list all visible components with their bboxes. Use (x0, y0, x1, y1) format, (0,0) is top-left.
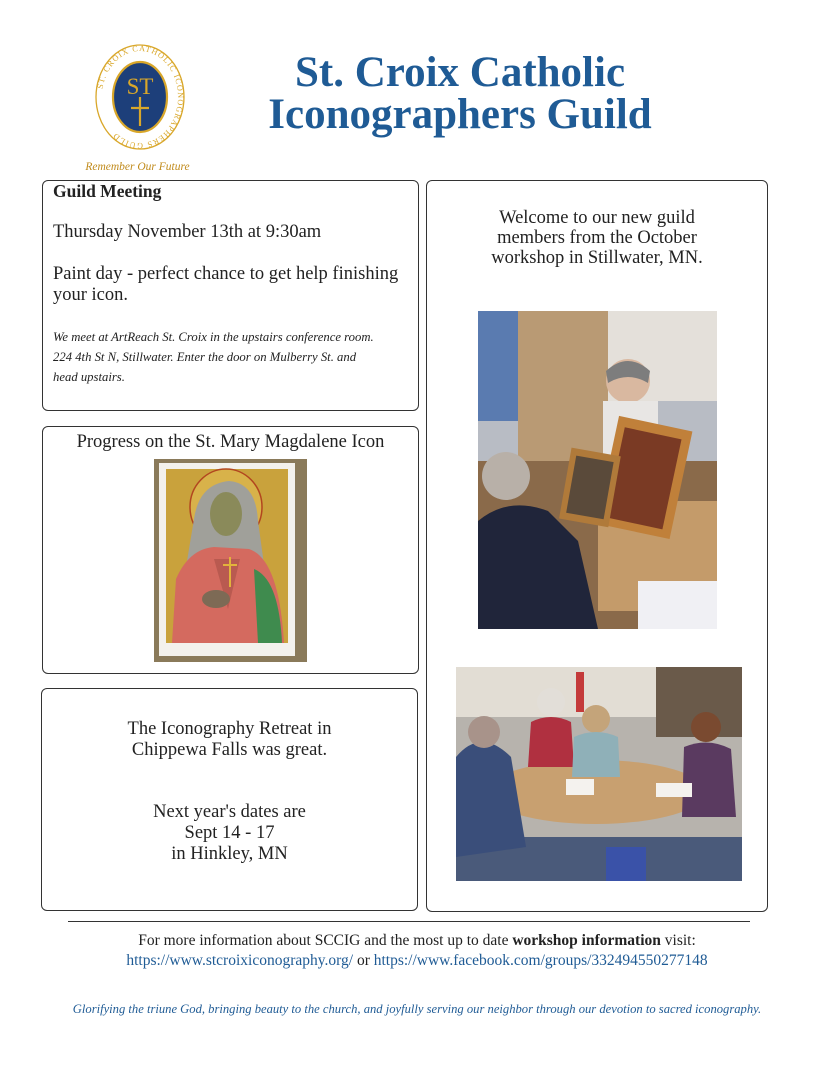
meeting-heading: Guild Meeting (53, 181, 162, 201)
mary-magdalene-icon-photo (154, 459, 307, 662)
retreat-line-3: Next year's dates are (153, 802, 306, 822)
seal-ring-text: ST. CROIX CATHOLIC ICONOGRAPHERS GUILD (95, 43, 186, 151)
location-line-1: We meet at ArtReach St. Croix in the upstairs conference room. (53, 330, 374, 344)
title-line-2: Iconographers Guild (268, 91, 652, 138)
progress-heading: Progress on the St. Mary Magdalene Icon (76, 432, 385, 452)
footer-info-suffix: visit: (660, 932, 696, 949)
location-line-2: 224 4th St N, Stillwater. Enter the door on Mulberry St. and (53, 350, 357, 364)
footer-links (0, 952, 834, 970)
title-line-1: St. Croix Catholic (294, 49, 626, 96)
footer-info-prefix: For more information about SCCIG and the most up to date (138, 932, 513, 949)
footer-divider (68, 921, 750, 922)
location-line-3: head upstairs. (53, 370, 125, 384)
retreat-summary (41, 719, 418, 761)
welcome-line-2: members from the October (497, 228, 697, 248)
welcome-line-3: workshop in Stillwater, MN. (491, 248, 703, 268)
welcome-message (426, 208, 768, 268)
meeting-date: Thursday November 13th at 9:30am (53, 222, 322, 242)
footer-info-bold: workshop information (512, 932, 661, 949)
footer-info (0, 932, 834, 950)
facebook-link[interactable]: https://www.facebook.com/groups/332494550277148 (373, 952, 708, 969)
workshop-photo (478, 311, 717, 629)
retreat-next-dates (41, 802, 418, 865)
guild-seal-logo (92, 42, 188, 152)
retreat-line-1: The Iconography Retreat in (127, 719, 332, 739)
page-title (210, 49, 710, 138)
guild-tagline: Remember Our Future (85, 161, 190, 173)
welcome-line-1: Welcome to our new guild (499, 208, 695, 228)
meeting-location (53, 327, 413, 387)
meeting-description: Paint day - perfect chance to get help finishing your icon. (53, 264, 399, 305)
guild-motto: Glorifying the triune God, bringing beauty to the church, and joyfully serving our neighbor through our devotion to sacred iconography. (72, 1002, 762, 1016)
footer-or: or (353, 952, 374, 969)
website-link[interactable]: https://www.stcroixiconography.org/ (126, 952, 354, 969)
retreat-line-4: Sept 14 - 17 (184, 823, 275, 843)
seal-monogram: ST (126, 74, 154, 99)
retreat-line-2: Chippewa Falls was great. (131, 740, 328, 760)
retreat-line-5: in Hinkley, MN (171, 844, 288, 864)
retreat-photo (456, 667, 742, 881)
